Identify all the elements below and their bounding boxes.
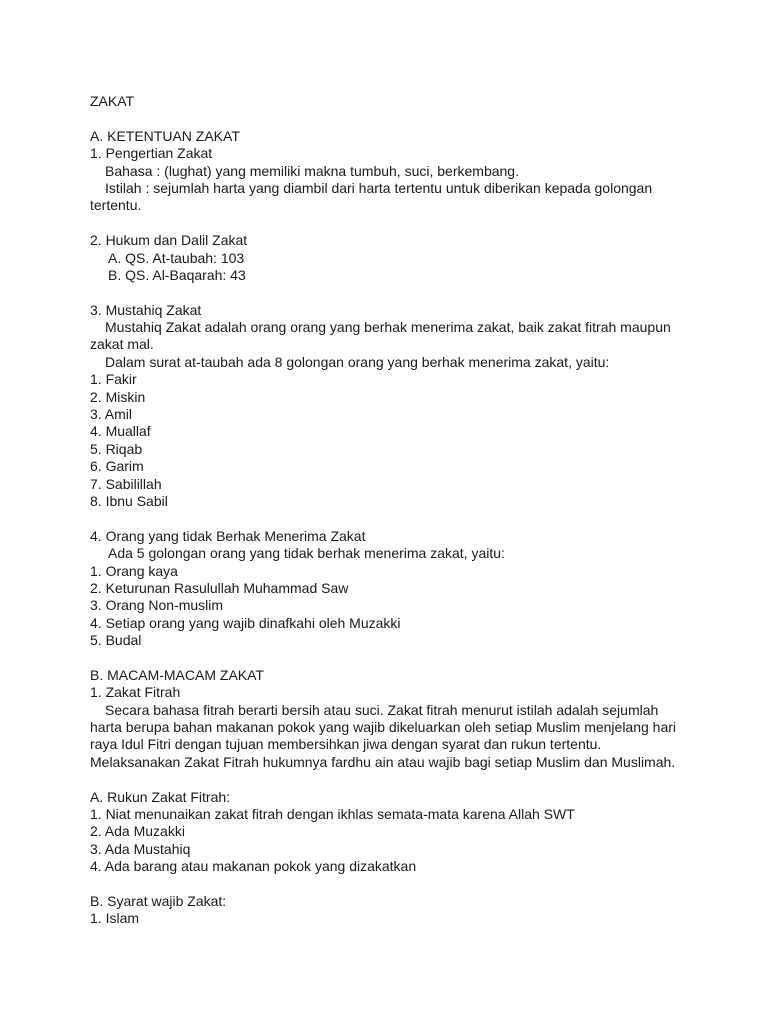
list-item: 1. Islam [90,910,140,927]
fitrah-paragraph-line: harta berupa bahan makanan pokok yang wajib dikeluarkan oleh setiap Muslim menjelang hari [90,719,677,736]
list-item: B. QS. Al-Baqarah: 43 [108,266,246,283]
list-item: 2. Ada Muzakki [90,823,185,840]
list-item: 4. Setiap orang yang wajib dinafkahi oleh Muzakki [90,614,401,631]
rukun-heading: A. Rukun Zakat Fitrah: [90,788,231,805]
document-body [90,93,690,928]
list-item: 1. Fakir [90,371,137,388]
fitrah-paragraph-line: raya Idul Fitri dengan tujuan membersihkan jiwa dengan syarat dan rukun tertentu. [90,736,602,753]
list-item: 2. Miskin [90,388,146,405]
list-item: 7. Sabilillah [90,475,162,492]
list-item: 2. Keturunan Rasulullah Muhammad Saw [90,579,349,596]
list-item: 6. Garim [90,458,144,475]
spacer [90,215,690,232]
fitrah-paragraph-line: Secara bahasa fitrah berarti bersih atau suci. Zakat fitrah menurut istilah adalah sejumlah [105,701,659,718]
spacer [90,510,690,527]
bahasa-line: Bahasa : (lughat) yang memiliki makna tumbuh, suci, berkembang. [105,162,519,179]
hukum-heading: 2. Hukum dan Dalil Zakat [90,232,248,249]
istilah-line-cont: tertentu. [90,197,142,214]
list-item: 8. Ibnu Sabil [90,492,168,509]
list-item: 3. Amil [90,406,133,423]
mustahiq-intro: Dalam surat at-taubah ada 8 golongan orang yang berhak menerima zakat, yaitu: [105,353,610,370]
spacer [90,650,690,667]
zakat-fitrah-heading: 1. Zakat Fitrah [90,684,181,701]
mustahiq-heading: 3. Mustahiq Zakat [90,301,202,318]
document-title: ZAKAT [90,93,135,109]
list-item: 3. Orang Non-muslim [90,597,224,614]
list-item: 4. Muallaf [90,423,151,440]
tidak-berhak-intro: Ada 5 golongan orang yang tidak berhak menerima zakat, yaitu: [108,545,505,562]
list-item: 5. Budal [90,632,142,649]
list-item: 5. Riqab [90,440,143,457]
istilah-line: Istilah : sejumlah harta yang diambil dari harta tertentu untuk diberikan kepada golongan [105,179,653,196]
fitrah-paragraph-line: Melaksanakan Zakat Fitrah hukumnya fardhu ain atau wajib bagi setiap Muslim dan Muslimah. [90,753,676,770]
mustahiq-desc: Mustahiq Zakat adalah orang orang yang berhak menerima zakat, baik zakat fitrah maupun [105,319,671,336]
mustahiq-desc-cont: zakat mal. [90,336,154,353]
list-item: 3. Ada Mustahiq [90,840,191,857]
spacer [90,110,690,127]
tidak-berhak-heading: 4. Orang yang tidak Berhak Menerima Zakat [90,527,366,544]
list-item: 1. Orang kaya [90,562,178,579]
spacer [90,284,690,301]
pengertian-heading: 1. Pengertian Zakat [90,145,213,162]
spacer [90,876,690,893]
list-item: A. QS. At-taubah: 103 [108,249,245,266]
section-b-heading: B. MACAM-MACAM ZAKAT [90,666,264,683]
spacer [90,771,690,788]
section-a-heading: A. KETENTUAN ZAKAT [90,127,240,144]
syarat-heading: B. Syarat wajib Zakat: [90,892,227,909]
list-item: 4. Ada barang atau makanan pokok yang dizakatkan [90,858,417,875]
list-item: 1. Niat menunaikan zakat fitrah dengan ikhlas semata-mata karena Allah SWT [90,806,575,823]
